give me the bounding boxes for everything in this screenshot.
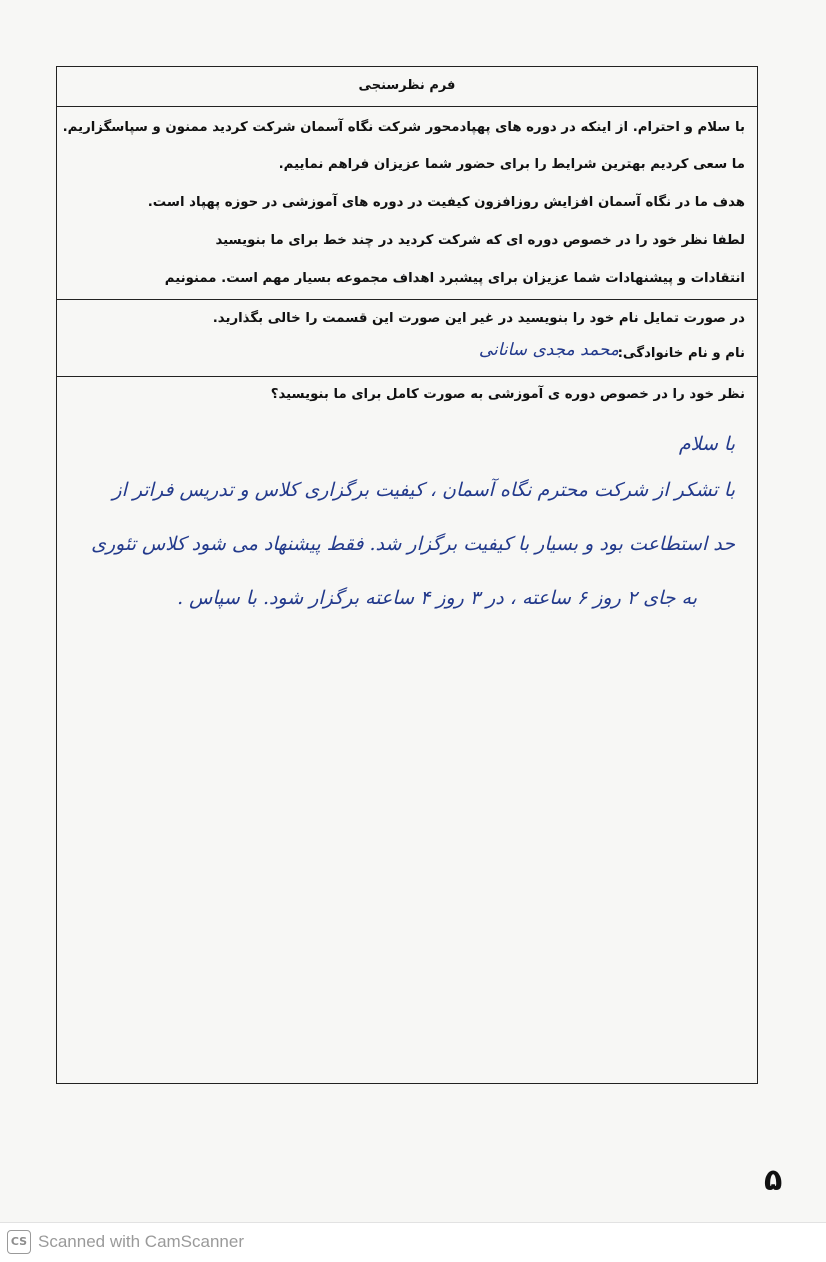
form-title: فرم نظرسنجی (358, 78, 456, 93)
divider (57, 299, 757, 300)
form-title-row (57, 67, 757, 106)
divider (57, 106, 757, 107)
scanner-footer (0, 1222, 826, 1262)
name-field[interactable]: محمد مجدی سانانی (478, 340, 619, 360)
handwritten-line: با سلام (678, 433, 735, 455)
intro-line: با سلام و احترام. از اینکه در دوره های پهپادمحور شرکت نگاه آسمان شرکت کردید ممنون و سپاسگزاریم. (62, 120, 745, 135)
handwritten-line: با تشکر از شرکت محترم نگاه آسمان ، کیفیت برگزاری کلاس و تدریس فراتر از (112, 479, 735, 501)
handwritten-line: حد استطاعت بود و بسیار با کیفیت برگزار شد. فقط پیشنهاد می شود کلاس تئوری (91, 533, 735, 555)
name-instruction: در صورت تمایل نام خود را بنویسید در غیر این صورت این قسمت را خالی بگذارید. (212, 311, 745, 326)
scanner-label: Scanned with CamScanner (38, 1232, 245, 1251)
camscanner-logo-icon: CS (7, 1230, 31, 1254)
intro-line: لطفا نظر خود را در خصوص دوره ای که شرکت کردید در چند خط برای ما بنویسید (215, 233, 745, 248)
opinion-question: نظر خود را در خصوص دوره ی آموزشی به صورت کامل برای ما بنویسید؟ (270, 387, 745, 402)
handwritten-line: به جای ۲ روز ۶ ساعته ، در ۳ روز ۴ ساعته برگزار شود. با سپاس . (177, 587, 697, 609)
survey-form (56, 66, 758, 1084)
intro-line: هدف ما در نگاه آسمان افزایش روزافزون کیفیت در دوره های آموزشی در حوزه پهپاد است. (147, 195, 745, 210)
name-label: نام و نام خانوادگی: (617, 346, 745, 361)
intro-line: ما سعی کردیم بهترین شرایط را برای حضور شما عزیزان فراهم نماییم. (278, 157, 745, 172)
intro-line: انتقادات و پیشنهادات شما عزیزان برای پیشبرد اهداف مجموعه بسیار مهم است. ممنونیم (164, 271, 745, 286)
page-number: ۵ (764, 1163, 783, 1198)
divider (57, 376, 757, 377)
